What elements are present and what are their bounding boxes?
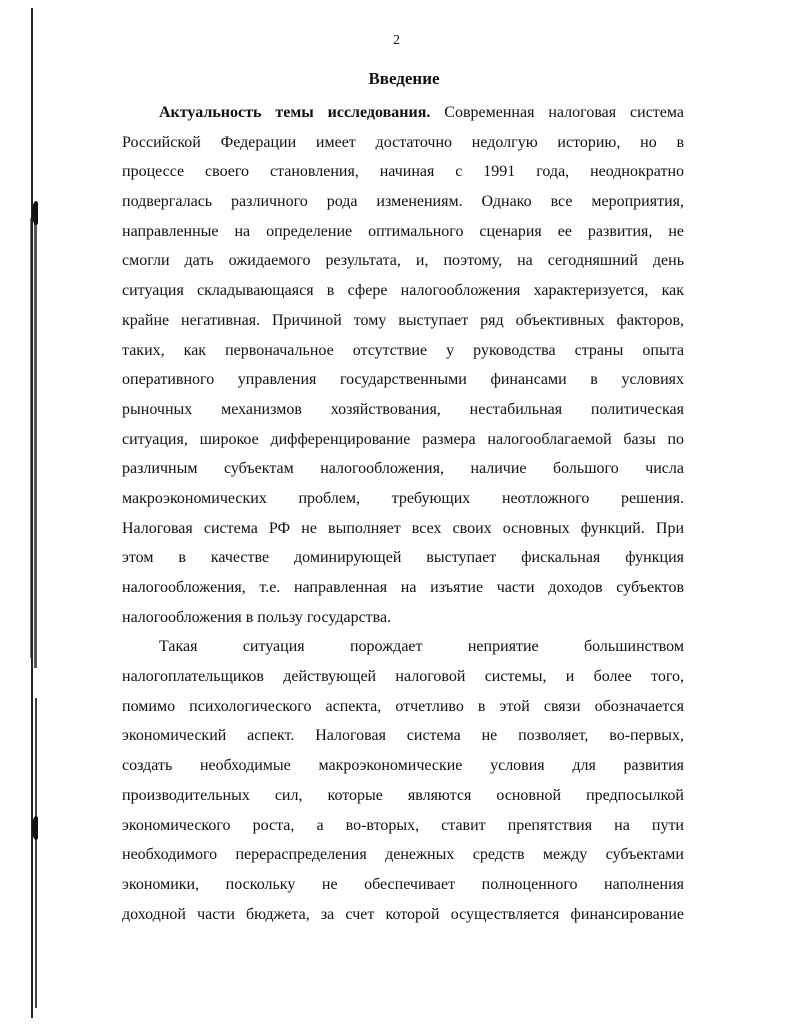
text-line: процессе своего становления, начиная с 1991 года, неоднократно <box>122 163 684 181</box>
text-line: необходимого перераспределения денежных средств между субъектами <box>122 846 684 864</box>
text-line: ситуация, широкое дифференцирование размера налогооблагаемой базы по <box>122 430 684 448</box>
text-line: крайне негативная. Причиной тому выступает ряд объективных факторов, <box>122 311 684 329</box>
text-line: макроэкономических проблем, требующих неотложного решения. <box>122 489 684 507</box>
paragraph-1 <box>122 98 684 632</box>
scan-binding-edge <box>28 8 38 1018</box>
text-line: налогообложения, т.е. направленная на изъятие части доходов субъектов <box>122 579 684 596</box>
text-line <box>122 98 684 128</box>
text-line: экономический аспект. Налоговая система не позволяет, во-первых, <box>122 727 684 745</box>
text-line: производительных сил, которые являются основной предпосылкой <box>122 786 684 804</box>
text-line: этом в качестве доминирующей выступает фискальная функция <box>122 549 684 567</box>
text-line: налогообложения в пользу государства. <box>122 608 392 626</box>
document-body <box>122 98 684 929</box>
text-line-rest: Современная налоговая система <box>444 104 685 121</box>
section-title: Введение <box>368 69 440 88</box>
text-line: налогоплательщиков действующей налоговой системы, и более того, <box>122 668 684 686</box>
page-number: 2 <box>393 33 400 48</box>
text-line: помимо психологического аспекта, отчетливо в этой связи обозначается <box>122 697 684 715</box>
paragraph-2 <box>122 632 684 929</box>
text-line: таких, как первоначальное отсутствие у руководства страны опыта <box>122 341 684 359</box>
text-line: Такая ситуация порождает неприятие большинством <box>159 638 684 656</box>
text-line: создать необходимые макроэкономические условия для развития <box>122 757 684 775</box>
text-line: подвергалась различного рода изменениям. Однако все мероприятия, <box>122 193 684 211</box>
text-line: различным субъектам налогообложения, наличие большого числа <box>122 460 684 478</box>
text-line: рыночных механизмов хозяйствования, нестабильная политическая <box>122 400 684 418</box>
text-line: направленные на определение оптимального сценария ее развития, не <box>122 222 684 240</box>
text-line: экономики, поскольку не обеспечивает полноценного наполнения <box>122 875 684 893</box>
lead-heading: Актуальность темы исследования. <box>159 104 431 121</box>
text-line: Налоговая система РФ не выполняет всех своих основных функций. При <box>122 519 684 537</box>
text-line: смогли дать ожидаемого результата, и, поэтому, на сегодняшний день <box>122 252 684 270</box>
text-line: ситуация складывающаяся в сфере налогообложения характеризуется, как <box>122 282 684 300</box>
text-line: оперативного управления государственными финансами в условиях <box>122 371 684 389</box>
text-line: экономического роста, а во-вторых, ставит препятствия на пути <box>122 816 684 834</box>
text-line: доходной части бюджета, за счет которой осуществляется финансирование <box>122 905 684 923</box>
text-line: Российской Федерации имеет достаточно недолгую историю, но в <box>122 133 684 151</box>
